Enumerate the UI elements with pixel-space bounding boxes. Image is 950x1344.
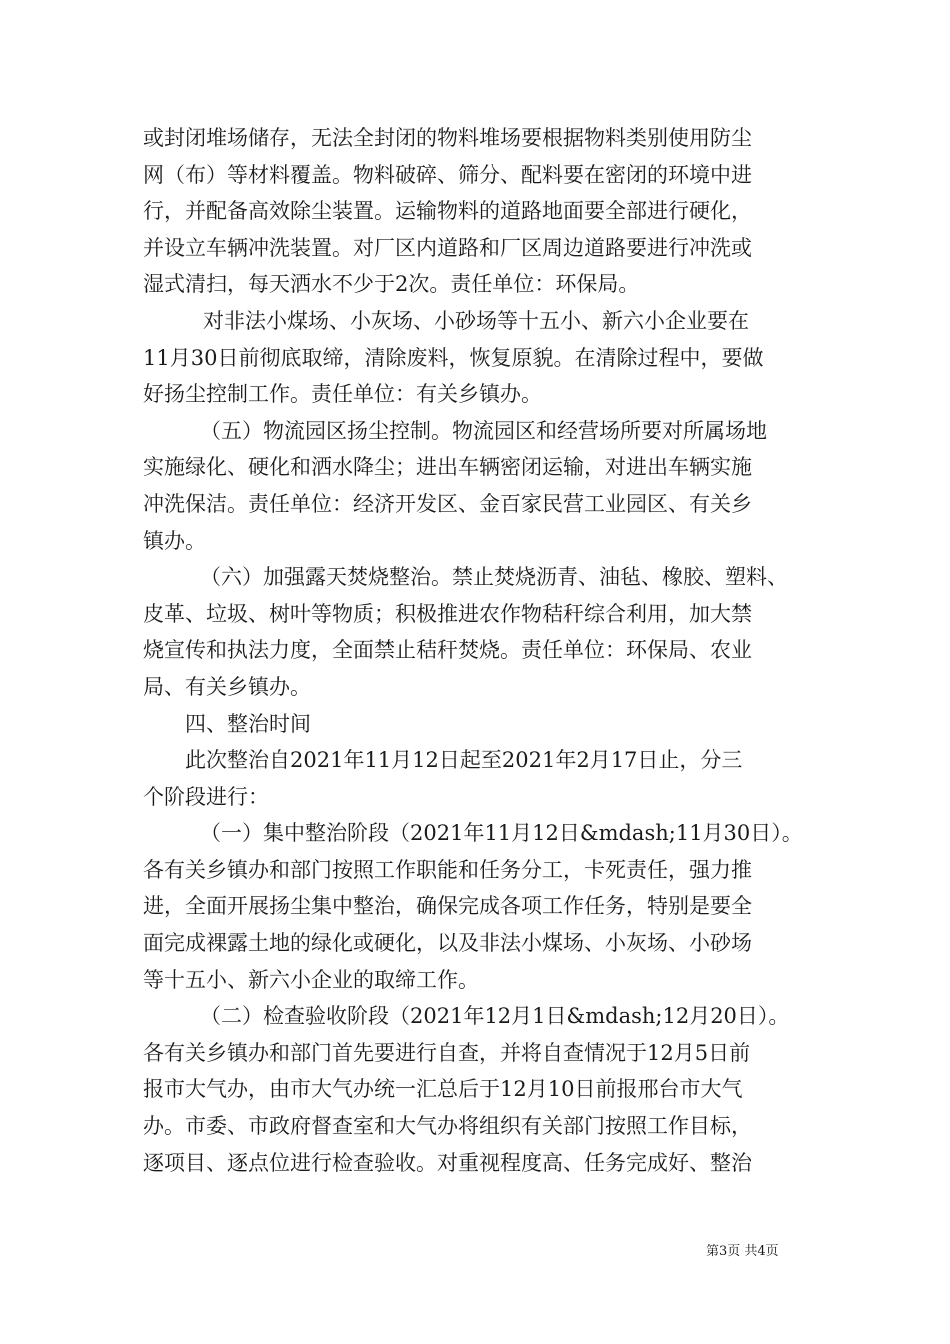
text-line: 烧宣传和执法力度，全面禁止秸秆焚烧。责任单位：环保局、农业 — [143, 638, 752, 663]
text-line: 各有关乡镇办和部门按照工作职能和任务分工，卡死责任，强力推 — [143, 857, 752, 882]
document-body — [143, 120, 807, 1181]
text-line: 并设立车辆冲洗装置。对厂区内道路和厂区周边道路要进行冲洗或 — [143, 235, 752, 260]
text-line: 11月30日前彻底取缔，清除废料，恢复原貌。在清除过程中，要做 — [143, 345, 764, 370]
paragraph-start-line: （五）物流园区扬尘控制。物流园区和经营场所要对所属场地 — [200, 418, 767, 443]
text-line: 行，并配备高效除尘装置。运输物料的道路地面要全部进行硬化， — [143, 199, 752, 224]
text-line: 办。市委、市政府督查室和大气办将组织有关部门按照工作目标， — [143, 1114, 752, 1139]
text-line: 实施绿化、硬化和洒水降尘；进出车辆密闭运输，对进出车辆实施 — [143, 455, 752, 480]
text-line: 网（布）等材料覆盖。物料破碎、筛分、配料要在密闭的环境中进 — [143, 162, 752, 187]
text-line: 好扬尘控制工作。责任单位：有关乡镇办。 — [143, 382, 542, 407]
page-number-footer: 第3页 共4页 — [706, 1244, 779, 1259]
paragraph-start-line: 对非法小煤场、小灰场、小砂场等十五小、新六小企业要在 — [203, 308, 749, 333]
section-heading: 四、整治时间 — [185, 711, 311, 736]
paragraph-start-line: （一）集中整治阶段（2021年11月12日&mdash;11月30日）。 — [200, 821, 803, 846]
text-line: 镇办。 — [143, 528, 206, 553]
text-line: 逐项目、逐点位进行检查验收。对重视程度高、任务完成好、整治 — [143, 1150, 752, 1175]
text-line: 面完成裸露土地的绿化或硬化，以及非法小煤场、小灰场、小砂场 — [143, 931, 752, 956]
paragraph-start-line: （二）检查验收阶段（2021年12月1日&mdash;12月20日）。 — [200, 1004, 790, 1029]
text-line: 报市大气办，由市大气办统一汇总后于12月10日前报邢台市大气 — [143, 1077, 743, 1102]
text-line: 进，全面开展扬尘集中整治，确保完成各项工作任务，特别是要全 — [143, 894, 752, 919]
text-line: 各有关乡镇办和部门首先要进行自查，并将自查情况于12月5日前 — [143, 1040, 751, 1065]
text-line: 局、有关乡镇办。 — [143, 674, 311, 699]
paragraph-start-line: （六）加强露天焚烧整治。禁止焚烧沥青、油毡、橡胶、塑料、 — [200, 565, 788, 590]
text-line: 等十五小、新六小企业的取缔工作。 — [143, 967, 479, 992]
text-line: 冲洗保洁。责任单位：经济开发区、金百家民营工业园区、有关乡 — [143, 491, 752, 516]
text-line: 湿式清扫，每天洒水不少于2次。责任单位：环保局。 — [143, 272, 640, 297]
text-line: 或封闭堆场储存，无法全封闭的物料堆场要根据物料类别使用防尘 — [143, 126, 752, 150]
text-line: 皮革、垃圾、树叶等物质；积极推进农作物秸秆综合利用，加大禁 — [143, 601, 752, 626]
text-line: 个阶段进行： — [143, 784, 269, 809]
paragraph-start-line: 此次整治自2021年11月12日起至2021年2月17日止，分三 — [185, 748, 743, 773]
